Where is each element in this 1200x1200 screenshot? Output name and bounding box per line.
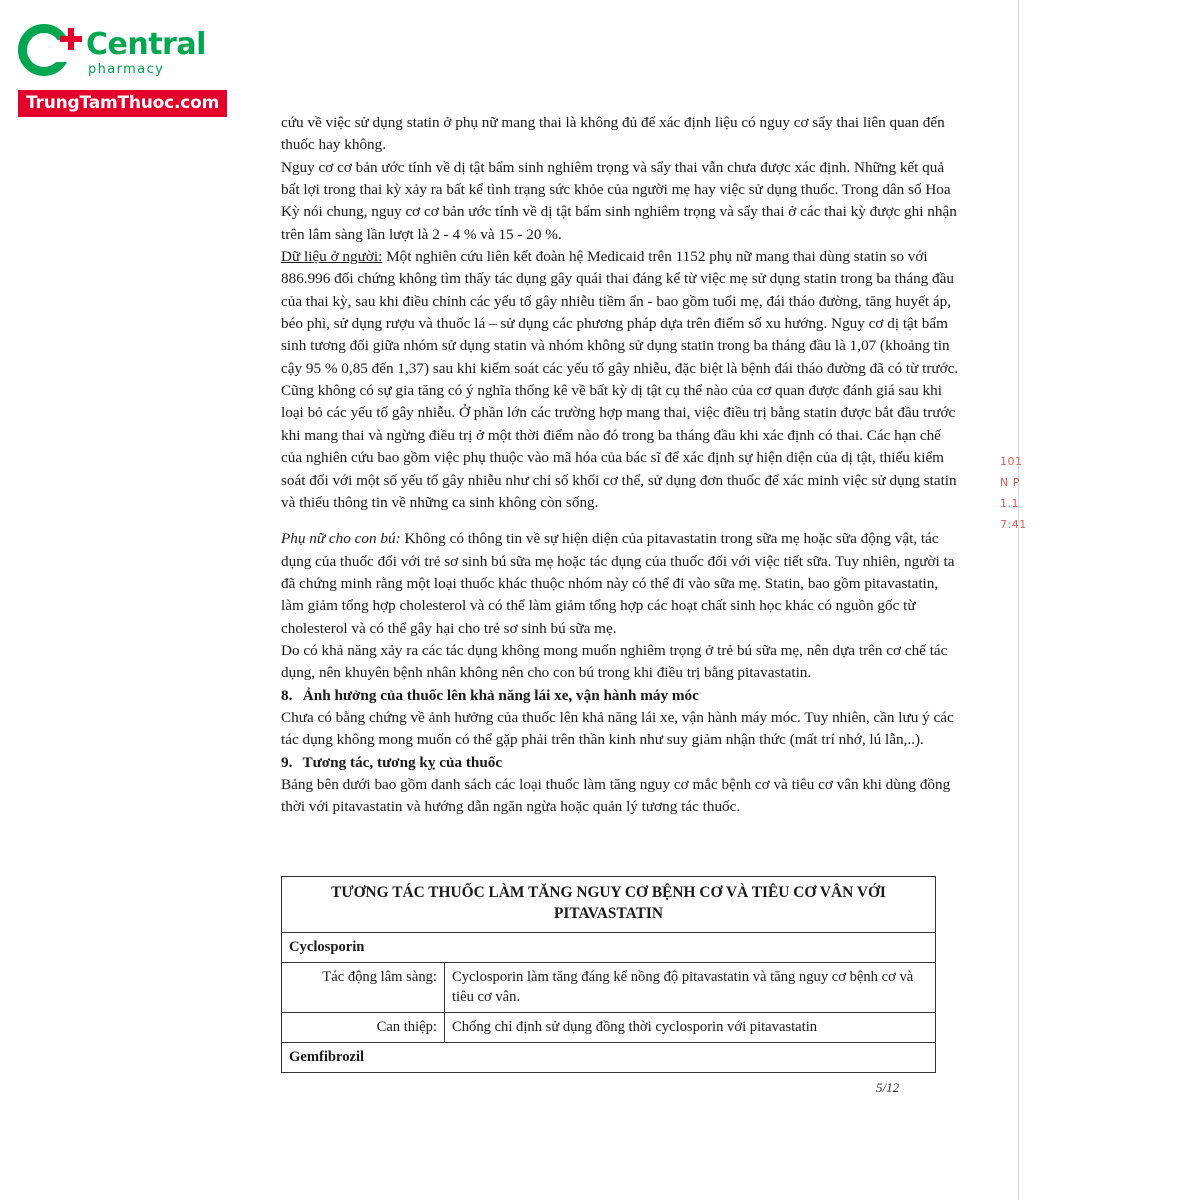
scan-mark: 101 — [1000, 455, 1023, 468]
human-data-lead: Dữ liệu ở người: — [281, 248, 383, 266]
heading-section-9 — [281, 752, 961, 774]
scan-margin-marks — [1000, 452, 1026, 536]
logo-subtitle: pharmacy — [88, 62, 165, 77]
scan-mark: N P — [1000, 475, 1020, 489]
breastfeeding-lead: Phụ nữ cho con bú: — [281, 530, 401, 548]
logo-title: Central — [86, 27, 206, 62]
heading-section-8 — [281, 685, 961, 707]
table-drug-gemfibrozil: Gemfibrozil — [282, 1043, 936, 1073]
table-label-clinical-effect: Tác động lâm sàng: — [282, 962, 445, 1012]
paragraph-continuation: cứu về việc sử dụng statin ở phụ nữ mang thai là không đủ để xác định liệu có nguy cơ sẩy thai liên quan đến thuốc hay không. — [281, 114, 945, 154]
table-value-clinical-effect: Cyclosporin làm tăng đáng kể nồng độ pitavastatin và tăng nguy cơ bệnh cơ và tiêu cơ vân. — [445, 962, 936, 1012]
paragraph-baseline-risk: Nguy cơ cơ bản ước tính về dị tật bẩm sinh nghiêm trọng và sẩy thai vẫn chưa được xác định. Những kết quả bất lợi trong thai kỳ xảy ra bất kể tình trạng sức khỏe của người mẹ hay việc sử dụng thuốc. Trong dân số Hoa Kỳ nói chung, nguy cơ cơ bản ước tính về dị tật bẩm sinh nghiêm trọng và sẩy thai ở các thai kỳ được ghi nhận trên lâm sàng lần lượt là 2 - 4 % và 15 - 20 %. — [281, 158, 957, 243]
logo-text — [86, 27, 206, 77]
site-logo — [18, 24, 238, 117]
scan-mark: 7:41 — [1000, 517, 1027, 531]
page-number: 5/12 — [876, 1080, 900, 1095]
table-row — [282, 1012, 936, 1042]
heading-8-text: Ảnh hưởng của thuốc lên khả năng lái xe, vận hành máy móc — [302, 686, 699, 704]
central-pharmacy-cross-logo-icon — [18, 24, 76, 82]
breastfeeding-text: Không có thông tin về sự hiện diện của pitavastatin trong sữa mẹ hoặc sữa động vật, tác dụng của thuốc đối với trẻ sơ sinh bú sữa mẹ hoặc tác dụng của thuốc đối với việc tiết sữa. Tuy nhiên, người ta đã chứng minh rằng một loại thuốc khác thuộc nhóm này có thể đi vào sữa mẹ. Statin, bao gồm pitavastatin, làm giảm tổng hợp cholesterol và có thể làm giảm tổng hợp các hoạt chất sinh học khác có nguồn gốc từ cholesterol và có thể gây hại cho trẻ sơ sinh bú sữa mẹ. — [281, 530, 955, 637]
logo-banner: TrungTamThuoc.com — [18, 90, 227, 117]
paragraph-driving: Chưa có bằng chứng về ảnh hưởng của thuốc lên khả năng lái xe, vận hành máy móc. Tuy nhiên, cần lưu ý các tác dụng không mong muốn có thể gặp phải trên thần kinh như suy giảm nhận thức (mất trí nhớ, lú lẫn,..). — [281, 708, 954, 749]
table-value-intervention: Chống chỉ định sử dụng đồng thời cyclosporin với pitavastatin — [445, 1012, 936, 1042]
logo-row — [18, 24, 238, 82]
scan-edge-line — [1018, 0, 1019, 1200]
document-body — [281, 112, 961, 819]
heading-9-number: 9. — [281, 753, 293, 771]
heading-9-text: Tương tác, tương kỵ của thuốc — [302, 753, 503, 771]
paragraph-breastfeeding-advice: Do có khả năng xảy ra các tác dụng không mong muốn nghiêm trọng ở trẻ bú sữa mẹ, nên dựa trên cơ chế tác dụng, nên khuyên bệnh nhân không nên cho con bú trong khi điều trị bằng pitavastatin. — [281, 641, 948, 682]
table-title: TƯƠNG TÁC THUỐC LÀM TĂNG NGUY CƠ BỆNH CƠ VÀ TIÊU CƠ VÂN VỚI PITAVASTATIN — [282, 877, 936, 933]
heading-8-number: 8. — [281, 686, 293, 704]
table-row — [282, 1043, 936, 1073]
table-row — [282, 932, 936, 962]
table-drug-cyclosporin: Cyclosporin — [282, 932, 936, 962]
table-row — [282, 962, 936, 1012]
scan-mark: 1.1 — [1000, 496, 1019, 510]
paragraph-interactions-intro: Bảng bên dưới bao gồm danh sách các loại thuốc làm tăng nguy cơ mắc bệnh cơ và tiêu cơ vân khi dùng đồng thời với pitavastatin và hướng dẫn ngăn ngừa hoặc quản lý tương tác thuốc. — [281, 775, 951, 816]
paragraph-breastfeeding — [281, 528, 961, 640]
drug-interaction-table — [281, 876, 936, 1073]
human-data-text: Một nghiên cứu liên kết đoàn hệ Medicaid trên 1152 phụ nữ mang thai dùng statin so với 886.996 đối chứng không tìm thấy tác dụng gây quái thai đáng kể từ việc mẹ sử dụng statin trong ba tháng đầu của thai kỳ, sau khi điều chỉnh các yếu tố gây nhiễu tiềm ẩn - bao gồm tuổi mẹ, đái tháo đường, tăng huyết áp, béo phì, sử dụng rượu và thuốc lá – sử dụng các phương pháp dựa trên điểm số xu hướng. Nguy cơ dị tật bẩm sinh tương đối giữa nhóm sử dụng statin và nhóm không sử dụng statin trong ba tháng đầu là 1,07 (khoảng tin cậy 95 % 0,85 đến 1,37) sau khi kiểm soát các yếu tố gây nhiễu, đặc biệt là bệnh đái tháo đường đã có từ trước. Cũng không có sự gia tăng có ý nghĩa thống kê về bất kỳ dị tật cụ thể nào của cơ quan được đánh giá sau khi loại bỏ các yếu tố gây nhiễu. Ở phần lớn các trường hợp mang thai, việc điều trị bằng statin được bắt đầu trước khi mang thai và ngừng điều trị ở một thời điểm nào đó trong ba tháng đầu khi xác định có thai. Các hạn chế của nghiên cứu bao gồm việc phụ thuộc vào mã hóa của bác sĩ để xác định sự hiện diện của dị tật, thiếu kiểm soát đối với một số yếu tố gây nhiễu như chỉ số khối cơ thể, sử dụng đơn thuốc để xác minh việc sử dụng statin và thiếu thông tin về những ca sinh không còn sống. — [281, 248, 959, 511]
paragraph-human-data — [281, 246, 961, 514]
table-label-intervention: Can thiệp: — [282, 1012, 445, 1042]
table-row — [282, 877, 936, 933]
